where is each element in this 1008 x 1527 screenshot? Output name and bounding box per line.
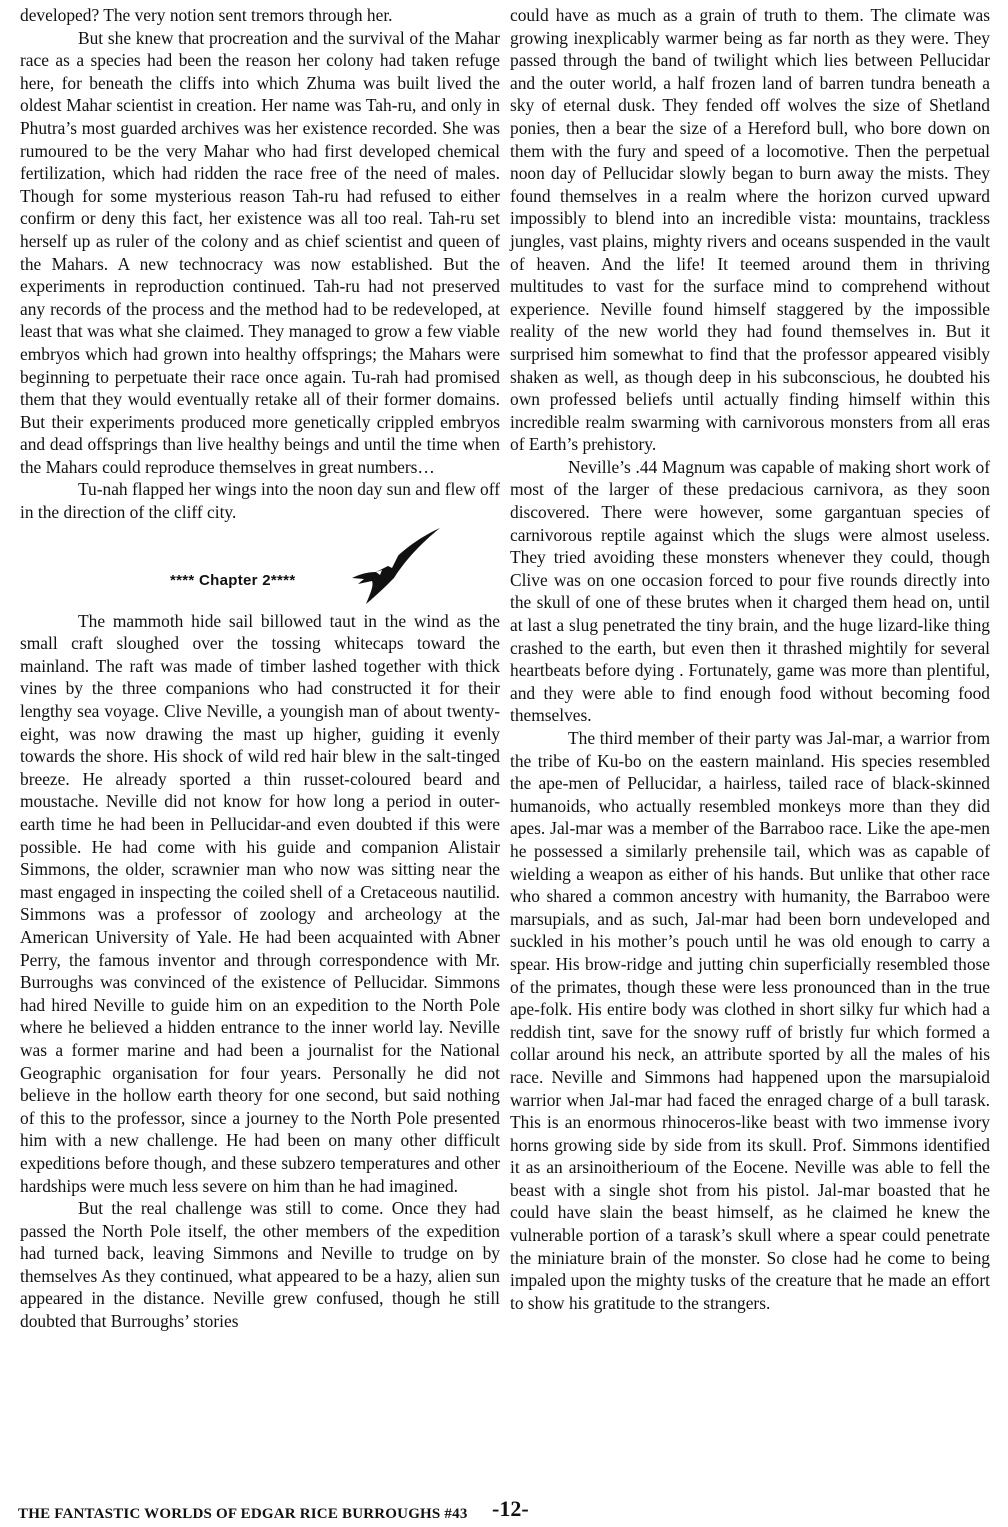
chapter-header: [20, 524, 500, 610]
paragraph: could have as much as a grain of truth to them. The climate was growing inexplicably warmer being as far north as they were. They passed through the band of twilight which lies between Pellucidar and the outer world, a half frozen land of barren tundra beneath a sky of eternal dusk. They fended off wolves the size of Shetland ponies, then a bear the size of a Hereford bull, who bore down on them with the fury and speed of a locomotive. Then the perpetual noon day of Pellucidar slowly began to burn away the mists. They found themselves in a realm where the horizon curved upward impossibly to blend into an incredible vista: mountains, trackless jungles, vast plains, mighty rivers and oceans suspended in the vault of heaven. And the life! It teemed around them in thriving multitudes to vast for the surface mind to comprehend without experience. Neville found himself staggered by the impossible reality of the new world they had found themselves in. But it surprised him somewhat to find that the professor appeared visibly shaken as well, as though deep in his subconscious, he doubted his own professed beliefs until actually finding himself within this incredible realm swarming with carnivorous monsters from all eras of Earth’s prehistory.: [510, 5, 990, 455]
paragraph: The third member of their party was Jal-mar, a warrior from the tribe of Ku-bo on the eastern mainland. His species resembled the ape-men of Pellucidar, a hairless, tailed race of black-skinned humanoids, who actually resembled monkeys more than they did apes. Jal-mar was a member of the Barraboo race. Like the ape-men he possessed a similarly prehensile tail, which was as capable of wielding a weapon as either of his hands. But unlike that other race who shared a common ancestry with humanity, the Barraboo were marsupials, and as such, Jal-mar had been born undeveloped and suckled in his mother’s pouch until he was old enough to carry a spear. His brow-ridge and jutting chin superficially resembled those of the primates, though these were less pronounced than in the true ape-folk. His entire body was clothed in short silky fur which had a reddish tint, save for the snowy ruff of bristly fur which formed a collar around his neck, an attribute sported by all the males of his race. Neville and Simmons had happened upon the marsupialoid warrior when Jal-mar had faced the enraged charge of a bull tarask. This is an enormous rhinoceros-like beast with two immense ivory horns growing side by side from its skull. Prof. Simmons identified it as an arsinoitherioum of the Eocene. Neville was able to fell the beast with a single shot from his pistol. Jal-mar boasted that he could have slain the beast himself, as he claimed he knew the vulnerable portion of a tarask’s skull where a spear could penetrate the miniature brain of the monster. So close had he come to being impaled upon the mighty tusks of the creature that he made an effort to show his gratitude to the strangers.: [510, 728, 990, 1313]
left-column: [20, 4, 500, 1333]
right-column: [510, 4, 990, 1314]
paragraph: Neville’s .44 Magnum was capable of making short work of most of the larger of these predacious carnivora, as they soon discovered. There were however, some gargantuan species of carnivorous reptile against which the slugs were almost useless. They tried avoiding these monsters whenever they could, though Clive was on one occasion forced to pour five rounds directly into the skull of one of these brutes when it charged them head on, until at last a slug penetrated the tiny brain, and the huge lizard-like thing crashed to the earth, but even then it thrashed mightily for several heartbeats before dying . Fortunately, game was more than plentiful, and they were able to find enough food without becoming food themselves.: [510, 456, 990, 726]
chapter-heading: **** Chapter 2****: [170, 571, 296, 589]
paragraph: developed? The very notion sent tremors through her.: [20, 5, 393, 25]
paragraph: Tu-nah flapped her wings into the noon day sun and flew off in the direction of the cliff city.: [20, 479, 500, 523]
paragraph: The mammoth hide sail billowed taut in the wind as the small craft sloughed over the tossing whitecaps toward the mainland. The raft was made of timber lashed together with thick vines by the three companions who had constructed it for their lengthy sea voyage. Clive Neville, a youngish man of about twenty-eight, was now drawing the mast up higher, guiding it evenly towards the shore. His shock of wild red hair blew in the salt-tinged breeze. He already sported a thin russet-coloured beard and moustache. Neville did not know for how long a period in outer- earth time he had been in Pellucidar-and even doubted if this were possible. He had come with his guide and companion Alistair Simmons, the older, scrawnier man who now was sitting near the mast engaged in inspecting the coiled shell of a Cretaceous nautilid. Simmons was a professor of zoology and archeology at the American University of Yale. He had been acquainted with Abner Perry, the famous inventor and through correspondence with Mr. Burroughs was convinced of the existence of Pellucidar. Simmons had hired Neville to guide him on an expedition to the North Pole where he believed a hidden entrance to the inner world lay. Neville was a former marine and had been a journalist for the National Geographic organisation for four years. Personally he did not believe in the hollow earth theory for one second, but said nothing of this to the professor, since a journey to the North Pole presented him with a new challenge. He had been on many other difficult expeditions before though, and these subzero temperatures and other hardships were much less severe on him than he had imagined.: [20, 610, 500, 1196]
paragraph: But she knew that procreation and the survival of the Mahar race as a species had been the reason her colony had taken refuge here, for beneath the cliffs into which Zhuma was built lived the oldest Mahar scientist in creation. Her name was Tah-ru, and only in Phutra’s most guarded archives was her existence recorded. She was rumoured to be the very Mahar who had first developed chemical fertilization, which had ridden the race free of the need of males. Though for some mysterious reason Tah-ru had refused to either confirm or deny this fact, her existence was all too real. Tah-ru set herself up as ruler of the colony and as chief scientist and queen of the Mahars. A new technocracy was now established. But the experiments in reproduction continued. Tah-ru had not preserved any records of the process and the method had to be redeveloped, at least that was what she claimed. They managed to grow a few viable embryos which had grown into healthy offsprings; the Mahars were beginning to perpetuate their race once again. Tu-rah had promised them that they would eventually retake all of their former domains. But their experiments produced more genetically crippled embryos and dead offsprings than live healthy beings and until the time when the Mahars could reproduce themselves in great numbers…: [20, 27, 500, 477]
publication-title: THE FANTASTIC WORLDS OF EDGAR RICE BURROUGHS #43: [18, 1506, 468, 1522]
pterodactyl-icon: [346, 526, 442, 606]
paragraph: But the real challenge was still to come. Once they had passed the North Pole itself, the other members of the expedition had turned back, leaving Simmons and Neville to trudge on by themselves As they continued, what appeared to be a hazy, alien sun appeared in the distance. Neville grew confused, though he still doubted that Burroughs’ stories: [20, 1198, 500, 1332]
page-number: -12-: [492, 1496, 529, 1521]
page-footer: [18, 1496, 718, 1526]
